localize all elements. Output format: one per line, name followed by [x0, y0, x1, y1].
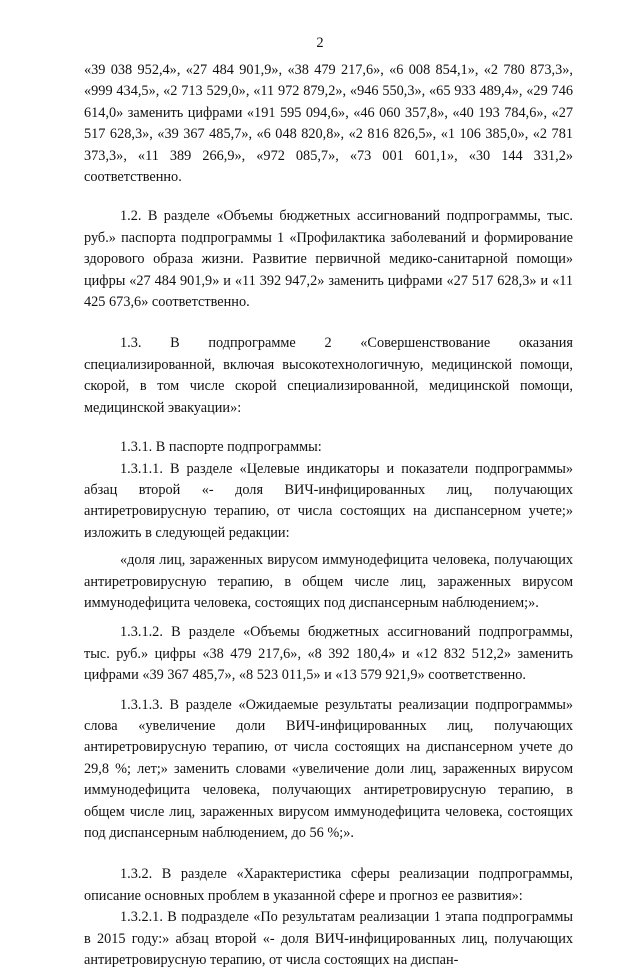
paragraph-1-3-2: 1.3.2. В разделе «Характеристика сферы реализации подпрограммы, описание основных проблем в указанной сфере и прогноз ее развития»: [84, 866, 573, 904]
paragraph-number-replacements: «39 038 952,4», «27 484 901,9», «38 479 217,6», «6 008 854,1», «2 780 873,3», «999 434,5», «2 713 529,0», «11 972 879,2», «946 550,3», «65 933 489,4», «29 746 614,0» заменить цифрами «191 595 094,6», «46 060 357,8», «40 193 784,6», «27 517 628,3», «39 367 485,7», «6 048 820,8», «2 816 826,5», «1 106 385,0», «2 781 373,3», «11 389 266,9», «972 085,7», «73 001 601,1», «30 144 331,2» соответственно. [84, 62, 573, 186]
paragraph-1-3: 1.3. В подпрограмме 2 «Совершенствование оказания специализированной, включая высокотехнологичную, медицинской помощи, скорой, в том числе скорой специализированной, медицинской помощи, медицинской эвакуации»: [84, 335, 573, 416]
paragraph-1-3-2-1: 1.3.2.1. В подразделе «По результатам реализации 1 этапа подпрограммы в 2015 году:» абзац второй «- доля ВИЧ-инфицированных лиц, получающих антиретровирусную терапию, от числа состоящих на диспан- [84, 909, 573, 969]
page-number: 2 [316, 35, 324, 51]
document-body [84, 60, 573, 971]
paragraph-1-3-1: 1.3.1. В паспорте подпрограммы: [120, 439, 322, 456]
paragraph-1-3-1-3: 1.3.1.3. В разделе «Ожидаемые результаты реализации подпрограммы» слова «увеличение доли ВИЧ-инфицированных лиц, получающих антиретровирусную терапию, от числа состоящих на диспансерном учете до 29,8 %; лет;» заменить словами «увеличение доли лиц, зараженных вирусом иммунодефицита человека, получающих антиретровирусную терапию, в общем числе лиц, зараженных вирусом иммунодефицита человека, состоящих под диспансерным наблюдением, до 56 %;». [84, 696, 573, 841]
paragraph-1-2: 1.2. В разделе «Объемы бюджетных ассигнований подпрограммы, тыс. руб.» паспорта подпрограммы 1 «Профилактика заболеваний и формирование здорового образа жизни. Развитие первичной медико-санитарной помощи» цифры «27 484 901,9» и «11 392 947,2» заменить цифрами «27 517 628,3» и «11 425 673,6» соответственно. [84, 208, 573, 311]
paragraph-1-3-1-1: 1.3.1.1. В разделе «Целевые индикаторы и показатели подпрограммы» абзац второй «- доля ВИЧ-инфицированных лиц, получающих антиретровирусную терапию, от числа состоящих на диспансерном учете;» изложить в следующей редакции: [84, 460, 573, 541]
paragraph-new-wording: «доля лиц, зараженных вирусом иммунодефицита человека, получающих антиретровирусную терапию, в общем числе лиц, зараженных вирусом иммунодефицита человека, состоящих под диспансерным наблюдением;». [84, 552, 573, 611]
paragraph-1-3-1-2: 1.3.1.2. В разделе «Объемы бюджетных ассигнований подпрограммы, тыс. руб.» цифры «38 479 217,6», «8 392 180,4» и «12 832 512,2» заменить цифрами «39 367 485,7», «8 523 011,5» и «13 579 921,9» соответственно. [84, 624, 573, 684]
